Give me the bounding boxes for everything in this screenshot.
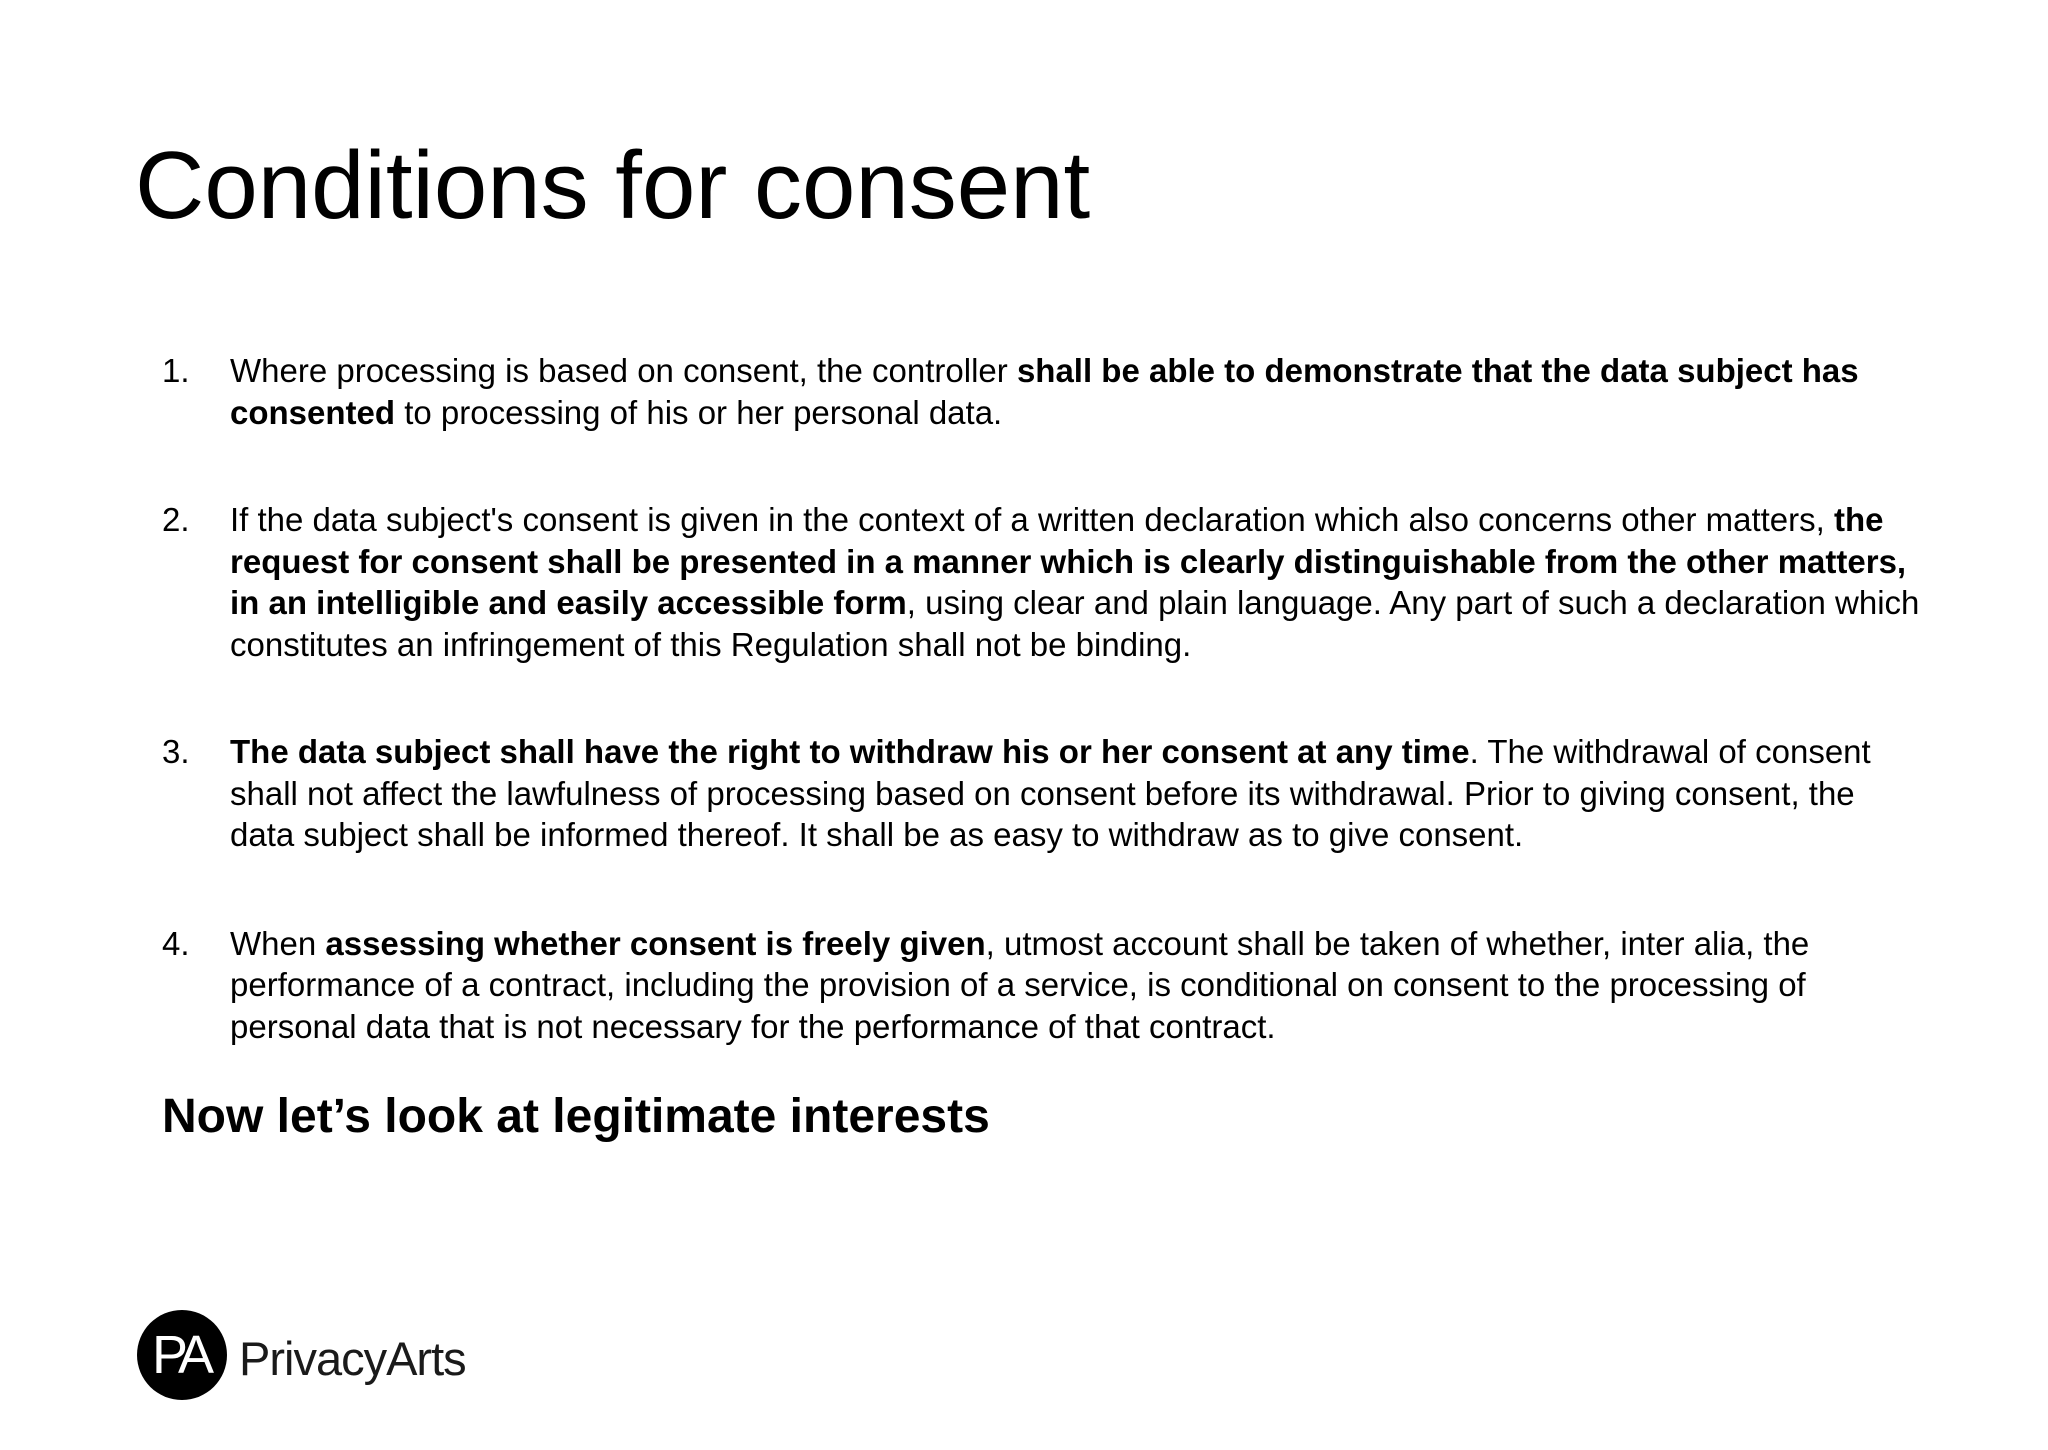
consent-conditions-list: [162, 350, 1922, 1047]
logo-text: PrivacyArts: [239, 1331, 466, 1385]
privacy-arts-logo: [137, 1310, 466, 1400]
list-item-bold-text: assessing whether consent is freely given: [325, 924, 986, 962]
list-item: [162, 499, 1922, 665]
list-item-number: 4.: [162, 924, 190, 962]
list-item-bold-text: shall be able to demonstrate that the data subject has consented: [230, 352, 1859, 431]
list-item-text: to processing of his or her personal data.: [395, 393, 1003, 431]
list-item-bold-text: The data subject shall have the right to withdraw his or her consent at any time: [230, 733, 1470, 770]
list-item-text: , using clear and plain language. Any part of such a declaration which constitutes an infringement of this Regulation shall not be binding.: [230, 584, 1920, 663]
list-item-text: , utmost account shall be taken of whether, inter alia, the performance of a contract, including the provision of a service, is conditional on consent to the processing of personal data that is not necessary for the performance of that contract.: [230, 924, 1810, 1045]
list-item-text: . The withdrawal of consent shall not affect the lawfulness of processing based on consent before its withdrawal. Prior to giving consent, the data subject shall be informed thereof. It shall be as easy to withdraw as to give consent.: [230, 733, 1871, 853]
list-item-text: Where processing is based on consent, the controller: [230, 352, 1017, 389]
sub-heading: Now let’s look at legitimate interests: [162, 1090, 990, 1143]
list-item-number: 2.: [162, 501, 190, 538]
list-item-bold-text: the request for consent shall be presented in a manner which is clearly distinguishable from the other matters, in an intelligible and easily accessible form: [230, 501, 1907, 621]
list-item-text: If the data subject's consent is given in the context of a written declaration which also concerns other matters,: [230, 501, 1834, 538]
list-item: [162, 923, 1922, 1048]
slide-title: Conditions for consent: [135, 132, 1091, 239]
list-item-number: 3.: [162, 733, 190, 770]
list-item: [162, 350, 1922, 433]
list-item: [162, 731, 1922, 856]
list-item-text: When: [230, 924, 326, 962]
logo-mark: PA: [137, 1310, 227, 1400]
list-item-number: 1.: [162, 352, 190, 389]
